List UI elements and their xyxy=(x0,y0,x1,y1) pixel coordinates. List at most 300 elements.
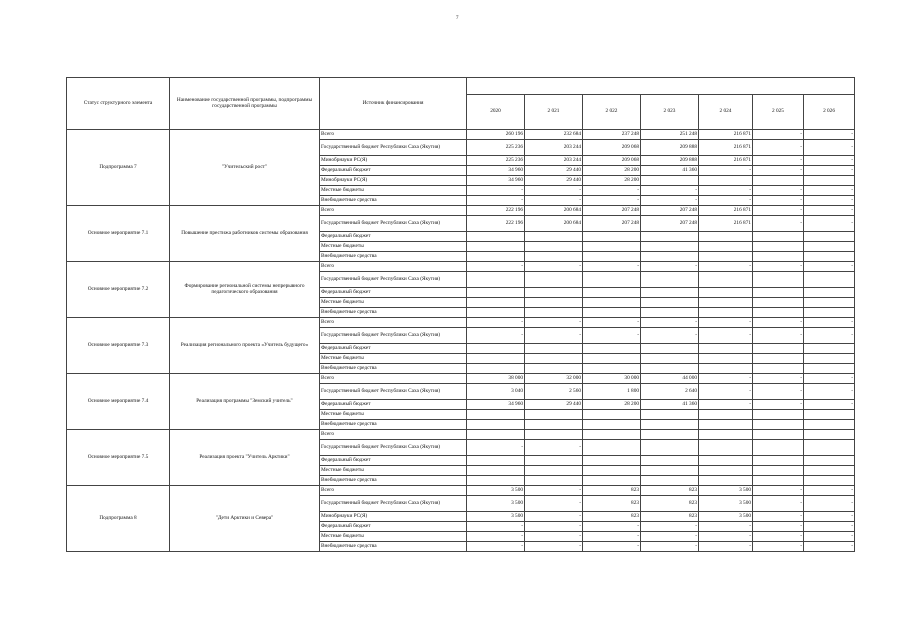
amount-cell xyxy=(525,242,583,252)
amount-cell xyxy=(583,456,641,466)
amount-cell xyxy=(699,420,753,430)
table-row xyxy=(67,318,855,328)
amount-cell xyxy=(467,232,525,242)
amount-cell: - xyxy=(467,542,525,552)
funding-source: Государственный бюджет Республики Саха (Якутия) xyxy=(320,216,467,232)
amount-cell: - xyxy=(583,262,641,272)
amount-cell xyxy=(525,410,583,420)
section-status: Подпрограмма 7 xyxy=(67,130,170,206)
table-row xyxy=(67,374,855,384)
amount-cell xyxy=(699,466,753,476)
amount-cell: - xyxy=(641,532,699,542)
amount-cell: 209 068 xyxy=(583,156,641,166)
amount-cell xyxy=(699,298,753,308)
amount-cell: - xyxy=(641,542,699,552)
amount-cell xyxy=(467,476,525,486)
funding-source: Федеральный бюджет xyxy=(320,288,467,298)
amount-cell xyxy=(804,308,855,318)
table-row xyxy=(67,130,855,140)
amount-cell: 251 248 xyxy=(641,130,699,140)
amount-cell xyxy=(641,176,699,186)
amount-cell xyxy=(753,466,804,476)
amount-cell xyxy=(641,476,699,486)
amount-cell xyxy=(804,242,855,252)
amount-cell: - xyxy=(753,156,804,166)
funding-source: Местные бюджеты xyxy=(320,466,467,476)
source-column-header: Источник финансирования xyxy=(320,78,467,130)
funding-source: Государственный бюджет Республики Саха (Якутия) xyxy=(320,272,467,288)
amount-cell: 29 440 xyxy=(525,176,583,186)
amount-cell: 209 888 xyxy=(641,140,699,156)
amount-cell xyxy=(641,364,699,374)
amount-cell: - xyxy=(804,542,855,552)
amount-cell: - xyxy=(804,216,855,232)
funding-source: Внебюджетные средства xyxy=(320,308,467,318)
amount-cell xyxy=(467,242,525,252)
amount-cell: 232 684 xyxy=(525,130,583,140)
amount-cell: - xyxy=(804,374,855,384)
amount-cell: 34 960 xyxy=(467,166,525,176)
amount-cell: - xyxy=(525,328,583,344)
amount-cell xyxy=(753,476,804,486)
section-status: Основное мероприятие 7.2 xyxy=(67,262,170,318)
amount-cell: 34 960 xyxy=(467,400,525,410)
funding-source: Федеральный бюджет xyxy=(320,344,467,354)
year-header: 2 024 xyxy=(699,95,753,130)
amount-cell xyxy=(583,288,641,298)
amount-cell xyxy=(753,420,804,430)
amount-cell xyxy=(525,466,583,476)
amount-cell xyxy=(753,288,804,298)
funding-source: Внебюджетные средства xyxy=(320,420,467,430)
amount-cell: - xyxy=(753,186,804,196)
page-number: 7 xyxy=(456,16,459,21)
amount-cell: - xyxy=(804,400,855,410)
amount-cell xyxy=(804,288,855,298)
amount-cell: - xyxy=(753,384,804,400)
amount-cell xyxy=(804,410,855,420)
amount-cell: 3 500 xyxy=(699,496,753,512)
amount-cell: - xyxy=(641,522,699,532)
amount-cell xyxy=(804,456,855,466)
amount-cell: - xyxy=(699,522,753,532)
amount-cell: 207 248 xyxy=(641,216,699,232)
funding-source: Внебюджетные средства xyxy=(320,364,467,374)
amount-cell xyxy=(699,430,753,440)
amount-cell xyxy=(467,252,525,262)
amount-cell: - xyxy=(583,532,641,542)
amount-cell xyxy=(753,252,804,262)
funding-source: Государственный бюджет Республики Саха (Якутия) xyxy=(320,384,467,400)
amount-cell xyxy=(804,476,855,486)
amount-cell: 237 248 xyxy=(583,130,641,140)
amount-cell xyxy=(525,456,583,466)
amount-cell xyxy=(804,298,855,308)
amount-cell xyxy=(525,232,583,242)
amount-cell xyxy=(753,272,804,288)
amount-cell xyxy=(753,298,804,308)
amount-cell: - xyxy=(804,532,855,542)
amount-cell xyxy=(467,272,525,288)
amount-cell xyxy=(699,288,753,298)
funding-source: Федеральный бюджет xyxy=(320,456,467,466)
amount-cell xyxy=(641,344,699,354)
amount-cell xyxy=(804,440,855,456)
amount-cell: 3 500 xyxy=(699,512,753,522)
amount-cell xyxy=(753,440,804,456)
amount-cell xyxy=(699,344,753,354)
amount-cell: 1 800 xyxy=(583,384,641,400)
amount-cell: - xyxy=(753,496,804,512)
amount-cell xyxy=(525,354,583,364)
funding-source: Внебюджетные средства xyxy=(320,252,467,262)
amount-cell: 225 236 xyxy=(467,140,525,156)
amount-cell: 823 xyxy=(583,486,641,496)
funding-source: Государственный бюджет Республики Саха (Якутия) xyxy=(320,440,467,456)
amount-cell: - xyxy=(699,186,753,196)
status-column-header: Статус структурного элемента xyxy=(67,78,170,130)
funding-source: Минобрнауки РС(Я) xyxy=(320,176,467,186)
amount-cell: 44 000 xyxy=(641,374,699,384)
amount-cell xyxy=(583,440,641,456)
funding-source: Государственный бюджет Республики Саха (Якутия) xyxy=(320,140,467,156)
section-name: Реализация проекта "Учитель Арктики" xyxy=(170,430,320,486)
funding-source: Местные бюджеты xyxy=(320,354,467,364)
amount-cell: - xyxy=(525,542,583,552)
amount-cell: - xyxy=(753,512,804,522)
amount-cell: 207 248 xyxy=(583,206,641,216)
amount-cell xyxy=(753,242,804,252)
amount-cell: - xyxy=(641,196,699,206)
amount-cell: - xyxy=(804,328,855,344)
amount-cell xyxy=(753,344,804,354)
amount-cell: - xyxy=(804,130,855,140)
amount-cell: 225 236 xyxy=(467,156,525,166)
amount-cell xyxy=(753,308,804,318)
amount-cell: - xyxy=(467,440,525,456)
amount-cell xyxy=(753,364,804,374)
section-status: Основное мероприятие 7.3 xyxy=(67,318,170,374)
amount-cell: 222 196 xyxy=(467,206,525,216)
funding-source: Внебюджетные средства xyxy=(320,542,467,552)
amount-cell: - xyxy=(804,166,855,176)
table-row xyxy=(67,206,855,216)
table-row xyxy=(67,430,855,440)
amount-cell xyxy=(467,430,525,440)
amount-cell xyxy=(699,308,753,318)
amount-cell xyxy=(583,420,641,430)
amount-cell xyxy=(641,410,699,420)
amount-cell: - xyxy=(467,318,525,328)
amount-cell: - xyxy=(583,318,641,328)
amount-cell xyxy=(699,456,753,466)
amount-cell: - xyxy=(753,166,804,176)
funding-source: Местные бюджеты xyxy=(320,186,467,196)
amount-cell: - xyxy=(583,196,641,206)
amount-cell: - xyxy=(467,262,525,272)
amount-cell: 3 500 xyxy=(467,512,525,522)
year-header: 2 021 xyxy=(525,95,583,130)
funding-source: Федеральный бюджет xyxy=(320,166,467,176)
amount-cell: - xyxy=(699,532,753,542)
amount-cell: - xyxy=(583,328,641,344)
year-header: 2 022 xyxy=(583,95,641,130)
amount-cell: - xyxy=(804,186,855,196)
amount-cell: - xyxy=(753,328,804,344)
amount-cell xyxy=(583,466,641,476)
amount-cell: - xyxy=(583,522,641,532)
section-status: Основное мероприятие 7.1 xyxy=(67,206,170,262)
table-body xyxy=(67,130,855,552)
amount-cell: - xyxy=(699,328,753,344)
amount-cell: - xyxy=(753,206,804,216)
amount-cell xyxy=(641,440,699,456)
amount-cell xyxy=(467,364,525,374)
amount-cell xyxy=(753,456,804,466)
amount-cell xyxy=(525,476,583,486)
amount-cell xyxy=(525,298,583,308)
funding-source: Всего xyxy=(320,130,467,140)
amount-cell xyxy=(583,308,641,318)
amount-cell: - xyxy=(699,196,753,206)
funding-source: Всего xyxy=(320,374,467,384)
amount-cell xyxy=(467,308,525,318)
amount-cell xyxy=(699,364,753,374)
amount-cell xyxy=(699,410,753,420)
amount-cell xyxy=(753,354,804,364)
funding-source: Местные бюджеты xyxy=(320,410,467,420)
amount-cell: 2 640 xyxy=(641,384,699,400)
amount-cell: 216 871 xyxy=(699,206,753,216)
amount-cell: - xyxy=(467,532,525,542)
amount-cell xyxy=(641,430,699,440)
amount-cell: 216 871 xyxy=(699,156,753,166)
amount-cell: 823 xyxy=(641,486,699,496)
funding-source: Минобрнауки РС(Я) xyxy=(320,512,467,522)
amount-cell: - xyxy=(804,206,855,216)
amount-cell xyxy=(583,298,641,308)
amount-cell: 216 871 xyxy=(699,130,753,140)
amount-cell: 3 500 xyxy=(699,486,753,496)
amount-cell xyxy=(699,242,753,252)
amount-cell xyxy=(583,272,641,288)
amount-cell: - xyxy=(753,196,804,206)
amount-cell: - xyxy=(753,130,804,140)
amount-cell: - xyxy=(753,542,804,552)
funding-source: Внебюджетные средства xyxy=(320,196,467,206)
amount-cell: 216 871 xyxy=(699,140,753,156)
amount-cell: - xyxy=(699,262,753,272)
amount-cell xyxy=(753,430,804,440)
amount-cell: 32 000 xyxy=(525,374,583,384)
amount-cell: - xyxy=(699,400,753,410)
amount-cell: - xyxy=(525,512,583,522)
amount-cell: - xyxy=(804,262,855,272)
year-header: 2 023 xyxy=(641,95,699,130)
amount-cell: 203 244 xyxy=(525,156,583,166)
funding-source: Всего xyxy=(320,486,467,496)
amount-cell: 823 xyxy=(641,496,699,512)
amount-cell: 41 360 xyxy=(641,400,699,410)
funding-source: Местные бюджеты xyxy=(320,298,467,308)
funding-source: Всего xyxy=(320,318,467,328)
funding-source: Федеральный бюджет xyxy=(320,522,467,532)
amount-cell: - xyxy=(804,318,855,328)
funding-source: Всего xyxy=(320,430,467,440)
amount-cell xyxy=(804,354,855,364)
amount-cell xyxy=(525,272,583,288)
amount-cell: - xyxy=(804,384,855,400)
amount-cell xyxy=(525,364,583,374)
amount-cell xyxy=(467,288,525,298)
funding-source: Местные бюджеты xyxy=(320,242,467,252)
amount-cell xyxy=(583,364,641,374)
amount-cell xyxy=(641,420,699,430)
amount-cell xyxy=(583,354,641,364)
amount-cell: 207 248 xyxy=(583,216,641,232)
amount-cell xyxy=(804,364,855,374)
amount-cell: 2 560 xyxy=(525,384,583,400)
amount-cell: - xyxy=(753,216,804,232)
amount-cell: - xyxy=(699,542,753,552)
amount-cell xyxy=(641,466,699,476)
amount-cell: - xyxy=(525,486,583,496)
amount-cell: 28 200 xyxy=(583,176,641,186)
section-name: Формирование региональной системы непрерывного педагогического образования xyxy=(170,262,320,318)
amount-cell xyxy=(583,344,641,354)
amount-cell xyxy=(804,344,855,354)
amount-cell xyxy=(583,430,641,440)
amount-cell xyxy=(641,272,699,288)
table-header xyxy=(67,78,855,130)
amount-cell: 3 500 xyxy=(467,486,525,496)
amount-cell: 216 871 xyxy=(699,216,753,232)
amount-cell xyxy=(804,430,855,440)
section-status: Основное мероприятие 7.4 xyxy=(67,374,170,430)
amount-cell xyxy=(467,298,525,308)
amount-cell xyxy=(699,252,753,262)
amount-cell xyxy=(699,476,753,486)
section-name: Повышение престижа работников системы образования xyxy=(170,206,320,262)
amount-cell xyxy=(641,308,699,318)
amount-cell: - xyxy=(753,486,804,496)
amount-cell: - xyxy=(525,532,583,542)
amount-cell xyxy=(467,420,525,430)
amount-cell xyxy=(583,476,641,486)
amount-cell xyxy=(467,344,525,354)
years-group-header xyxy=(467,78,855,95)
amount-cell: - xyxy=(699,318,753,328)
amount-cell: - xyxy=(641,318,699,328)
amount-cell: - xyxy=(583,542,641,552)
amount-cell xyxy=(699,232,753,242)
amount-cell: 41 360 xyxy=(641,166,699,176)
amount-cell: 260 196 xyxy=(467,130,525,140)
amount-cell: - xyxy=(804,156,855,166)
amount-cell: - xyxy=(467,196,525,206)
amount-cell xyxy=(699,272,753,288)
amount-cell xyxy=(641,242,699,252)
amount-cell: - xyxy=(525,186,583,196)
section-name: "Учительский рост" xyxy=(170,130,320,206)
section-status: Основное мероприятие 7.5 xyxy=(67,430,170,486)
amount-cell: 203 244 xyxy=(525,140,583,156)
section-name: "Дети Арктики и Севера" xyxy=(170,486,320,552)
amount-cell xyxy=(525,420,583,430)
amount-cell xyxy=(583,252,641,262)
amount-cell: - xyxy=(525,262,583,272)
amount-cell: 209 888 xyxy=(641,156,699,166)
amount-cell xyxy=(753,176,804,186)
amount-cell: - xyxy=(525,196,583,206)
amount-cell: 3 500 xyxy=(467,496,525,512)
amount-cell xyxy=(583,232,641,242)
amount-cell: - xyxy=(525,496,583,512)
section-status: Подпрограмма 8 xyxy=(67,486,170,552)
amount-cell xyxy=(467,354,525,364)
amount-cell xyxy=(699,176,753,186)
amount-cell: 28 200 xyxy=(583,166,641,176)
amount-cell xyxy=(641,252,699,262)
amount-cell xyxy=(641,288,699,298)
amount-cell: 200 684 xyxy=(525,216,583,232)
amount-cell xyxy=(753,232,804,242)
amount-cell: 823 xyxy=(583,496,641,512)
amount-cell: - xyxy=(525,522,583,532)
amount-cell: 222 196 xyxy=(467,216,525,232)
amount-cell xyxy=(467,466,525,476)
amount-cell xyxy=(804,232,855,242)
table-row xyxy=(67,262,855,272)
amount-cell xyxy=(525,344,583,354)
amount-cell: 200 684 xyxy=(525,206,583,216)
amount-cell: 3 040 xyxy=(467,384,525,400)
amount-cell: 29 440 xyxy=(525,166,583,176)
amount-cell: 28 200 xyxy=(583,400,641,410)
year-header: 2020 xyxy=(467,95,525,130)
amount-cell xyxy=(583,242,641,252)
funding-source: Всего xyxy=(320,262,467,272)
amount-cell: - xyxy=(753,400,804,410)
amount-cell xyxy=(641,232,699,242)
amount-cell xyxy=(525,308,583,318)
amount-cell xyxy=(804,252,855,262)
funding-source: Федеральный бюджет xyxy=(320,232,467,242)
section-name: Реализация программы "Земский учитель" xyxy=(170,374,320,430)
section-name: Реализация регионального проекта «Учитель будущего» xyxy=(170,318,320,374)
amount-cell xyxy=(525,430,583,440)
funding-source: Государственный бюджет Республики Саха (Якутия) xyxy=(320,328,467,344)
amount-cell: - xyxy=(804,140,855,156)
funding-source: Всего xyxy=(320,206,467,216)
funding-source: Местные бюджеты xyxy=(320,532,467,542)
amount-cell: - xyxy=(641,262,699,272)
amount-cell: - xyxy=(525,440,583,456)
amount-cell xyxy=(804,420,855,430)
amount-cell xyxy=(583,410,641,420)
amount-cell xyxy=(525,288,583,298)
amount-cell: - xyxy=(467,522,525,532)
amount-cell xyxy=(804,176,855,186)
amount-cell: - xyxy=(641,186,699,196)
amount-cell: 30 000 xyxy=(583,374,641,384)
amount-cell: 34 960 xyxy=(467,176,525,186)
amount-cell: 823 xyxy=(583,512,641,522)
funding-source: Внебюджетные средства xyxy=(320,476,467,486)
amount-cell: - xyxy=(804,486,855,496)
amount-cell xyxy=(641,456,699,466)
amount-cell: - xyxy=(525,318,583,328)
